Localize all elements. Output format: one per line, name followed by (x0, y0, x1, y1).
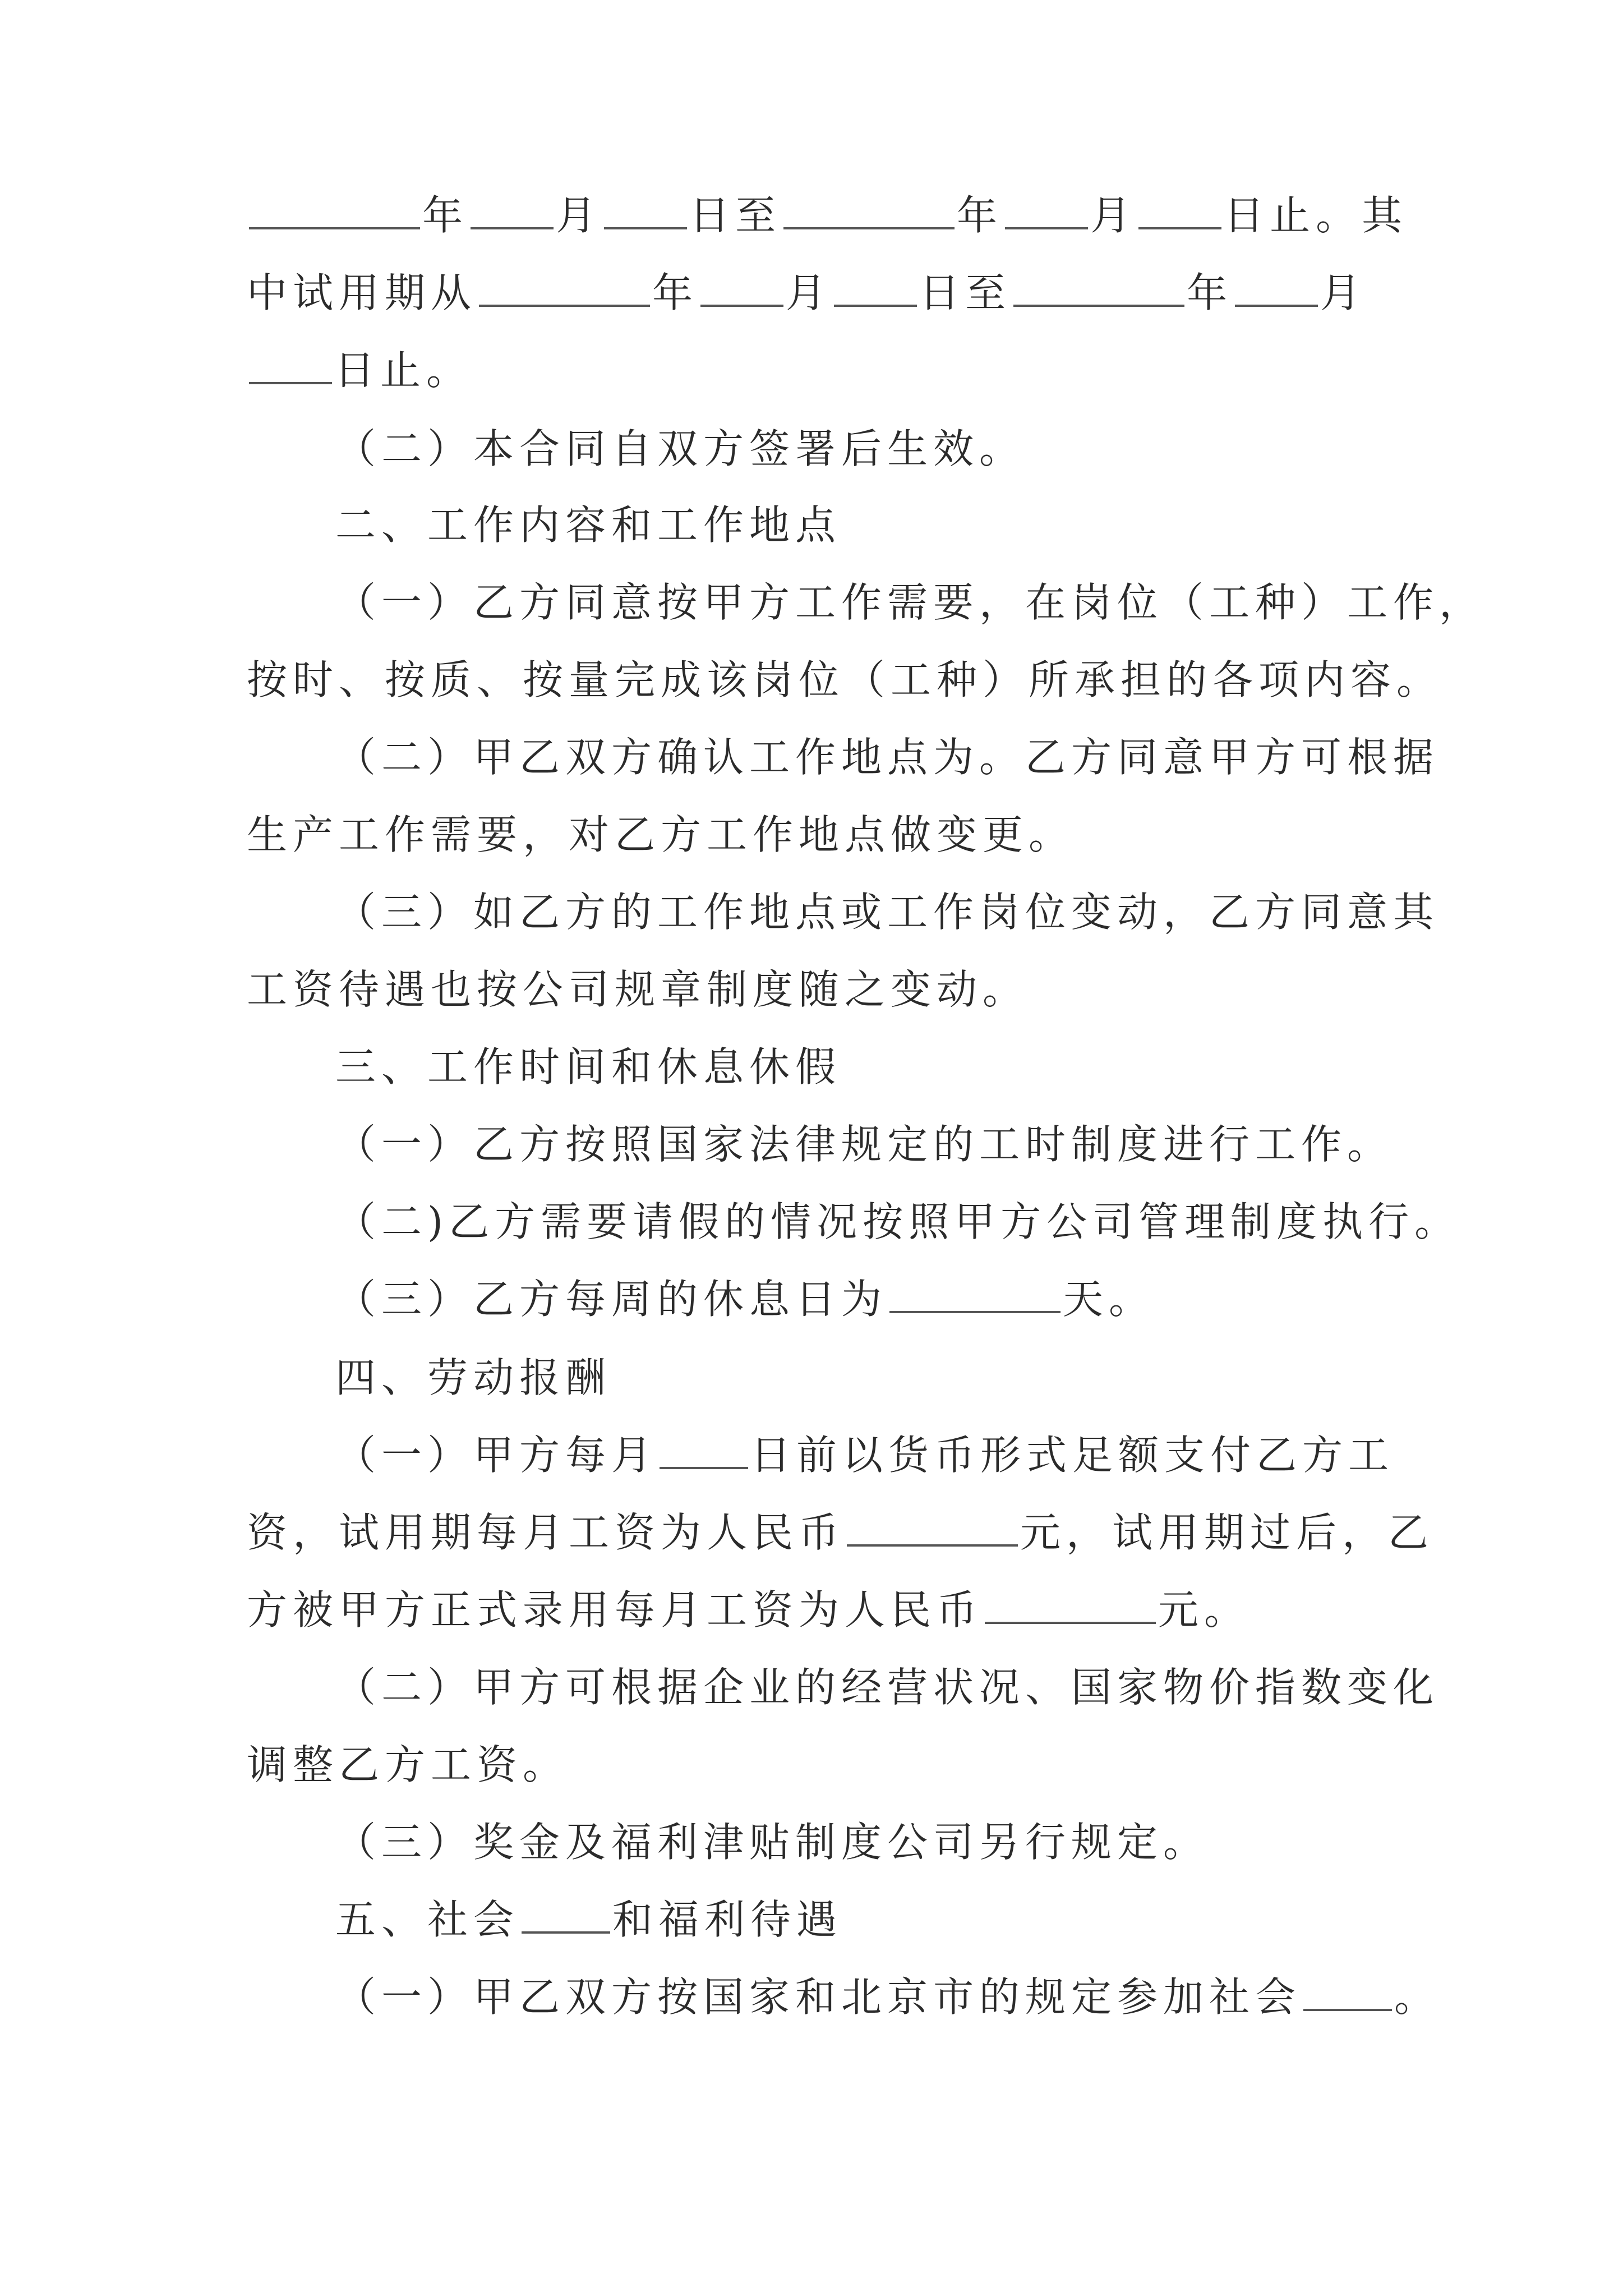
text-line (335, 1969, 1440, 2025)
fill-in-blank[interactable] (522, 1897, 610, 1934)
text-segment: 方被甲方正式录用每月工资为人民币 (247, 1586, 983, 1634)
text-line (335, 574, 1485, 631)
text-segment: 五、社会 (335, 1896, 520, 1943)
text-segment: 年 (652, 269, 699, 316)
text-segment: 月 (1090, 192, 1137, 239)
text-line (335, 1271, 1155, 1327)
fill-in-blank[interactable] (479, 270, 650, 307)
text-line (247, 1737, 569, 1793)
text-line (247, 652, 1442, 708)
fill-in-blank[interactable] (249, 192, 420, 229)
text-segment: 。 (1394, 1973, 1441, 2021)
text-segment: 三、工作时间和休息休假 (335, 1043, 842, 1091)
text-segment: 日前以货币形式足额支付乙方工 (750, 1432, 1395, 1479)
text-line (335, 1350, 611, 1406)
text-segment: 年 (957, 192, 1003, 239)
text-segment: （三）如乙方的工作地点或工作岗位变动，乙方同意其 (335, 889, 1440, 936)
text-line (247, 807, 1075, 863)
text-segment: 年 (422, 192, 469, 239)
fill-in-blank[interactable] (783, 192, 955, 229)
text-line (247, 1504, 1434, 1561)
fill-in-blank[interactable] (1303, 1974, 1392, 2011)
text-line (335, 1039, 841, 1095)
text-segment: 日至 (919, 269, 1012, 316)
text-segment: 月 (556, 192, 602, 239)
text-segment: 工资待遇也按公司规章制度随之变动。 (247, 966, 1029, 1013)
text-line (335, 1194, 1460, 1250)
text-segment: 四、劳动报酬 (335, 1354, 612, 1401)
text-segment: 元。 (1158, 1586, 1251, 1634)
text-segment: 日止。其 (1224, 192, 1408, 239)
text-line (247, 961, 1029, 1018)
text-segment: 生产工作需要，对乙方工作地点做变更。 (247, 811, 1075, 858)
fill-in-blank[interactable] (249, 347, 332, 384)
text-segment: 元，试用期过后，乙 (1020, 1509, 1435, 1556)
text-segment: （一）甲乙双方按国家和北京市的规定参加社会 (335, 1973, 1302, 2021)
fill-in-blank[interactable] (1235, 270, 1318, 307)
text-line (247, 187, 1408, 243)
fill-in-blank[interactable] (834, 270, 917, 307)
text-segment: 天。 (1063, 1276, 1155, 1323)
text-segment: 按时、按质、按量完成该岗位（工种）所承担的各项内容。 (247, 656, 1443, 703)
text-line (335, 1659, 1439, 1715)
text-line (335, 1116, 1393, 1172)
text-segment: 调整乙方工资。 (247, 1741, 569, 1788)
text-segment: （一）乙方同意按甲方工作需要，在岗位（工种）工作， (335, 579, 1486, 626)
text-line (335, 884, 1439, 940)
text-line (335, 1814, 1209, 1870)
text-segment: （一）甲方每月 (335, 1432, 658, 1479)
text-line (335, 1427, 1394, 1483)
fill-in-blank[interactable] (847, 1510, 1018, 1547)
fill-in-blank[interactable] (985, 1587, 1156, 1624)
fill-in-blank[interactable] (471, 192, 554, 229)
text-line (335, 421, 1025, 477)
text-line (335, 497, 841, 553)
text-segment: 中试用期从 (247, 269, 477, 316)
text-line (335, 729, 1439, 785)
text-segment: 资，试用期每月工资为人民币 (247, 1509, 845, 1556)
text-segment: （三）乙方每周的休息日为 (335, 1276, 888, 1323)
text-line (247, 342, 472, 398)
text-segment: （三）奖金及福利津贴制度公司另行规定。 (335, 1819, 1210, 1866)
text-segment: （二）本合同自双方签署后生效。 (335, 425, 1026, 472)
text-segment: 年 (1187, 269, 1233, 316)
text-segment: 日止。 (334, 347, 473, 394)
text-segment: （二）甲方可根据企业的经营状况、国家物价指数变化 (335, 1664, 1440, 1711)
text-segment: 和福利待遇 (612, 1896, 843, 1943)
text-segment: （一）乙方按照国家法律规定的工时制度进行工作。 (335, 1121, 1394, 1168)
fill-in-blank[interactable] (700, 270, 783, 307)
fill-in-blank[interactable] (1138, 192, 1221, 229)
text-segment: 月 (1320, 269, 1367, 316)
text-line (335, 1892, 842, 1948)
text-segment: 月 (786, 269, 832, 316)
text-line (247, 265, 1366, 321)
text-segment: （二）甲乙双方确认工作地点为。乙方同意甲方可根据 (335, 734, 1440, 781)
text-line (247, 1582, 1250, 1638)
fill-in-blank[interactable] (1005, 192, 1088, 229)
text-segment: 日至 (689, 192, 782, 239)
text-segment: （二)乙方需要请假的情况按照甲方公司管理制度执行。 (335, 1198, 1461, 1245)
fill-in-blank[interactable] (889, 1276, 1061, 1313)
fill-in-blank[interactable] (604, 192, 687, 229)
text-segment: 二、工作内容和工作地点 (335, 501, 842, 549)
fill-in-blank[interactable] (660, 1432, 748, 1469)
fill-in-blank[interactable] (1013, 270, 1184, 307)
